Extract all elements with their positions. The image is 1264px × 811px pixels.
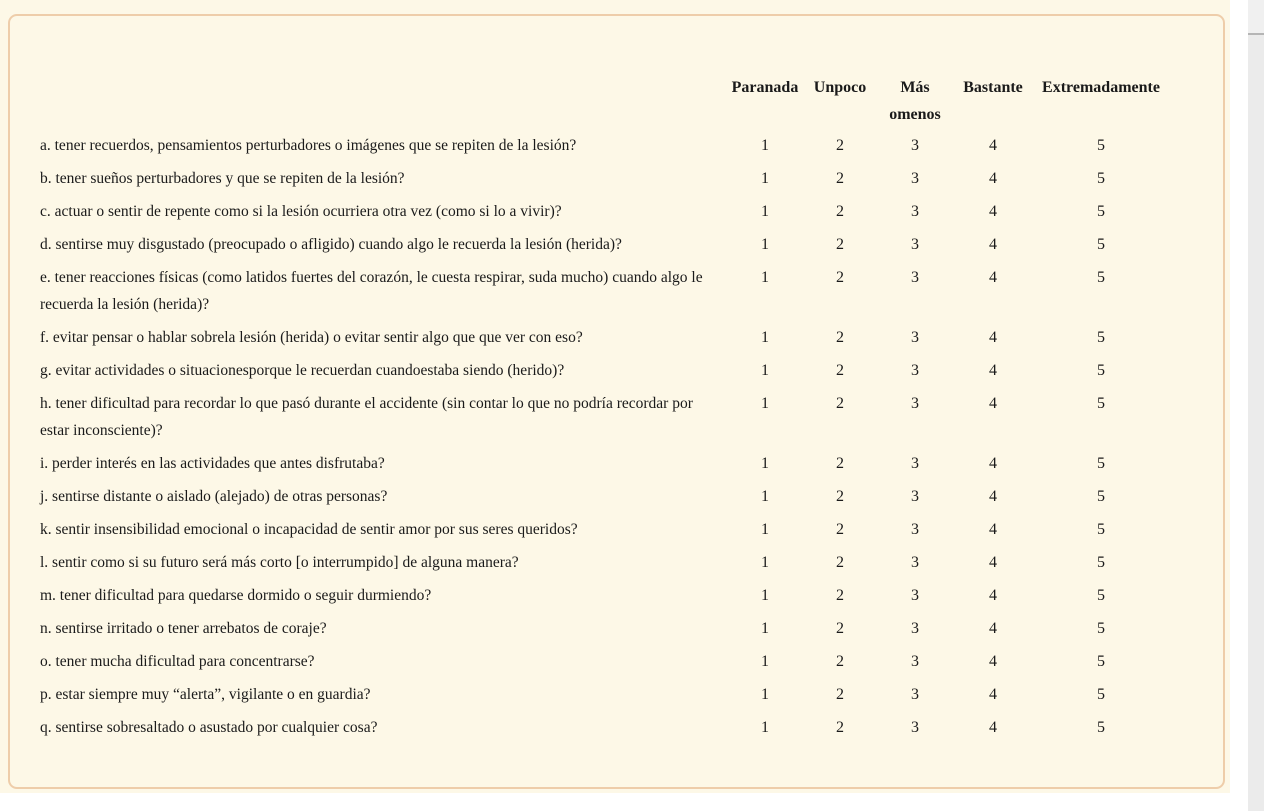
question-rows xyxy=(10,132,1223,741)
question-row xyxy=(10,231,1223,258)
question-text: i. perder interés en las actividades que antes disfrutaba? xyxy=(40,455,385,472)
question-text: m. tener dificultad para quedarse dormido o seguir durmiendo? xyxy=(40,587,432,604)
question-text: o. tener mucha dificultad para concentrarse? xyxy=(40,653,315,670)
scale-option-4: 4 xyxy=(989,587,997,604)
scale-header-bastante xyxy=(957,74,1029,101)
scale-option-2: 2 xyxy=(836,587,844,604)
scale-option-4: 4 xyxy=(989,395,997,412)
scale-option-2: 2 xyxy=(836,719,844,736)
scale-option-4: 4 xyxy=(989,269,997,286)
question-row xyxy=(10,264,1223,318)
scale-option-2: 2 xyxy=(836,395,844,412)
question-row xyxy=(10,324,1223,351)
question-row xyxy=(10,198,1223,225)
question-text: p. estar siempre muy “alerta”, vigilante o en guardia? xyxy=(40,686,371,703)
scale-option-3: 3 xyxy=(911,719,919,736)
question-row xyxy=(10,450,1223,477)
scale-option-2: 2 xyxy=(836,236,844,253)
scale-option-4: 4 xyxy=(989,653,997,670)
scale-option-1: 1 xyxy=(761,236,769,253)
scale-option-5: 5 xyxy=(1097,653,1105,670)
scale-option-1: 1 xyxy=(761,329,769,346)
question-row xyxy=(10,681,1223,708)
scale-option-4: 4 xyxy=(989,455,997,472)
scale-option-2: 2 xyxy=(836,269,844,286)
scale-header-label: Bastante xyxy=(963,79,1023,96)
scale-option-3: 3 xyxy=(911,587,919,604)
question-row xyxy=(10,516,1223,543)
scale-option-3: 3 xyxy=(911,137,919,154)
scale-option-4: 4 xyxy=(989,620,997,637)
scrollbar-track-top[interactable] xyxy=(1248,0,1264,33)
scale-option-2: 2 xyxy=(836,488,844,505)
scale-header-unpoco xyxy=(807,74,873,101)
scale-option-2: 2 xyxy=(836,554,844,571)
question-row xyxy=(10,165,1223,192)
scale-header-mas-omenos xyxy=(873,74,957,128)
question-text: c. actuar o sentir de repente como si la lesión ocurriera otra vez (como si lo a vivir)? xyxy=(40,203,562,220)
question-text: n. sentirse irritado o tener arrebatos de coraje? xyxy=(40,620,327,637)
scale-option-2: 2 xyxy=(836,455,844,472)
scale-option-5: 5 xyxy=(1097,395,1105,412)
scale-option-2: 2 xyxy=(836,521,844,538)
scale-option-3: 3 xyxy=(911,554,919,571)
scale-option-5: 5 xyxy=(1097,236,1105,253)
question-row xyxy=(10,390,1223,444)
scale-option-2: 2 xyxy=(836,686,844,703)
question-text: k. sentir insensibilidad emocional o incapacidad de sentir amor por sus seres queridos? xyxy=(40,521,578,538)
scale-option-4: 4 xyxy=(989,686,997,703)
scale-option-5: 5 xyxy=(1097,170,1105,187)
scale-option-4: 4 xyxy=(989,236,997,253)
question-text: q. sentirse sobresaltado o asustado por cualquier cosa? xyxy=(40,719,378,736)
scale-option-1: 1 xyxy=(761,488,769,505)
question-row xyxy=(10,549,1223,576)
scale-option-5: 5 xyxy=(1097,203,1105,220)
scale-option-5: 5 xyxy=(1097,362,1105,379)
scale-option-2: 2 xyxy=(836,362,844,379)
scale-option-1: 1 xyxy=(761,554,769,571)
scale-option-4: 4 xyxy=(989,521,997,538)
scale-option-5: 5 xyxy=(1097,554,1105,571)
scale-header-row xyxy=(10,74,1223,128)
question-row xyxy=(10,714,1223,741)
scale-header-label: Unpoco xyxy=(813,79,867,96)
scale-option-4: 4 xyxy=(989,719,997,736)
scale-option-5: 5 xyxy=(1097,686,1105,703)
question-row xyxy=(10,648,1223,675)
scale-option-4: 4 xyxy=(989,329,997,346)
scale-option-1: 1 xyxy=(761,362,769,379)
scale-option-1: 1 xyxy=(761,170,769,187)
scale-option-3: 3 xyxy=(911,488,919,505)
question-text: f. evitar pensar o hablar sobrela lesión (herida) o evitar sentir algo que que ver con eso? xyxy=(40,329,583,346)
scale-option-3: 3 xyxy=(911,395,919,412)
scale-option-1: 1 xyxy=(761,620,769,637)
question-row xyxy=(10,615,1223,642)
question-row xyxy=(10,357,1223,384)
scrollbar-thumb-edge[interactable] xyxy=(1248,33,1264,35)
scale-header-label: Extremadamente xyxy=(1042,79,1160,96)
scale-option-2: 2 xyxy=(836,203,844,220)
scale-option-5: 5 xyxy=(1097,521,1105,538)
scale-option-3: 3 xyxy=(911,236,919,253)
question-text: b. tener sueños perturbadores y que se repiten de la lesión? xyxy=(40,170,405,187)
questionnaire-card xyxy=(8,14,1225,789)
scale-option-2: 2 xyxy=(836,329,844,346)
scale-option-1: 1 xyxy=(761,269,769,286)
scale-option-1: 1 xyxy=(761,395,769,412)
scale-option-3: 3 xyxy=(911,269,919,286)
scale-option-1: 1 xyxy=(761,521,769,538)
scale-option-3: 3 xyxy=(911,329,919,346)
scale-option-3: 3 xyxy=(911,653,919,670)
scale-option-1: 1 xyxy=(761,203,769,220)
scale-option-2: 2 xyxy=(836,620,844,637)
scale-option-5: 5 xyxy=(1097,137,1105,154)
question-text: h. tener dificultad para recordar lo que pasó durante el accidente (sin contar lo que no podría recordar por estar inconsciente)? xyxy=(40,395,693,439)
scale-option-1: 1 xyxy=(761,137,769,154)
question-text: g. evitar actividades o situacionesporque le recuerdan cuandoestaba siendo (herido)? xyxy=(40,362,565,379)
scale-option-3: 3 xyxy=(911,686,919,703)
question-row xyxy=(10,483,1223,510)
scale-option-5: 5 xyxy=(1097,587,1105,604)
scale-option-2: 2 xyxy=(836,653,844,670)
scale-option-4: 4 xyxy=(989,362,997,379)
scale-header-label: Paranada xyxy=(731,79,799,96)
scale-header-extremadamente xyxy=(1029,74,1173,101)
scale-option-5: 5 xyxy=(1097,488,1105,505)
scale-option-2: 2 xyxy=(836,170,844,187)
scale-option-3: 3 xyxy=(911,521,919,538)
scale-option-1: 1 xyxy=(761,587,769,604)
scale-option-3: 3 xyxy=(911,455,919,472)
scale-option-3: 3 xyxy=(911,620,919,637)
vertical-scrollbar[interactable] xyxy=(1248,0,1264,811)
scale-option-3: 3 xyxy=(911,203,919,220)
question-row xyxy=(10,132,1223,159)
scale-option-3: 3 xyxy=(911,362,919,379)
scale-option-4: 4 xyxy=(989,488,997,505)
scale-option-5: 5 xyxy=(1097,269,1105,286)
scale-option-1: 1 xyxy=(761,455,769,472)
scale-header-paranada xyxy=(723,74,807,101)
question-text: l. sentir como si su futuro será más corto [o interrumpido] de alguna manera? xyxy=(40,554,519,571)
scale-option-4: 4 xyxy=(989,137,997,154)
scale-option-5: 5 xyxy=(1097,620,1105,637)
question-text: d. sentirse muy disgustado (preocupado o afligido) cuando algo le recuerda la lesión (herida)? xyxy=(40,236,622,253)
scale-option-4: 4 xyxy=(989,554,997,571)
scale-option-1: 1 xyxy=(761,719,769,736)
scale-header-label: Más omenos xyxy=(889,79,941,123)
question-row xyxy=(10,582,1223,609)
question-text: j. sentirse distante o aislado (alejado) de otras personas? xyxy=(40,488,388,505)
scale-option-4: 4 xyxy=(989,203,997,220)
scale-option-1: 1 xyxy=(761,653,769,670)
question-text: e. tener reacciones físicas (como latidos fuertes del corazón, le cuesta respirar, suda mucho) cuando algo le recuerda la lesión (herida)? xyxy=(40,269,703,313)
question-text: a. tener recuerdos, pensamientos perturbadores o imágenes que se repiten de la lesión? xyxy=(40,137,577,154)
scale-option-5: 5 xyxy=(1097,455,1105,472)
scale-option-2: 2 xyxy=(836,137,844,154)
scale-option-5: 5 xyxy=(1097,329,1105,346)
scale-option-4: 4 xyxy=(989,170,997,187)
scale-option-1: 1 xyxy=(761,686,769,703)
scale-option-5: 5 xyxy=(1097,719,1105,736)
scale-option-3: 3 xyxy=(911,170,919,187)
